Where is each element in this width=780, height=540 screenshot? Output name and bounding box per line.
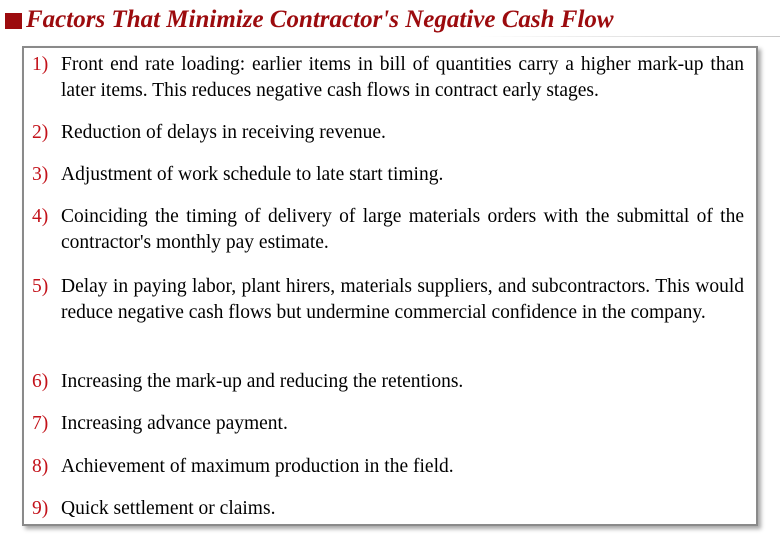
item-number: 1) (32, 54, 49, 75)
item-number: 4) (32, 206, 49, 227)
item-number: 6) (32, 371, 49, 392)
item-text: Reduction of delays in receiving revenue. (61, 122, 386, 143)
list-item (32, 454, 744, 480)
item-text: Increasing advance payment. (61, 413, 288, 434)
item-number: 8) (32, 456, 49, 477)
item-text: Front end rate loading: earlier items in bill of quantities carry a higher mark-up than later items. This reduces negative cash flows in contract early stages. (61, 54, 744, 101)
list-item (32, 204, 744, 256)
item-number: 9) (32, 498, 49, 519)
item-text: Increasing the mark-up and reducing the retentions. (61, 371, 464, 392)
square-bullet-icon (5, 13, 22, 29)
list-item (32, 411, 744, 437)
item-number: 7) (32, 413, 49, 434)
item-text: Achievement of maximum production in the field. (61, 456, 454, 477)
list-item (32, 496, 744, 522)
list-item (32, 162, 744, 188)
title-divider (480, 36, 780, 37)
item-text: Adjustment of work schedule to late start timing. (61, 164, 444, 185)
list-item (32, 274, 744, 326)
title-bar (0, 0, 780, 44)
item-number: 2) (32, 122, 49, 143)
item-text: Quick settlement or claims. (61, 498, 276, 519)
list-item (32, 120, 744, 146)
item-text: Delay in paying labor, plant hirers, materials suppliers, and subcontractors. This would reduce negative cash flows but undermine commercial confidence in the company. (61, 276, 744, 323)
item-text: Coinciding the timing of delivery of large materials orders with the submittal of the contractor's monthly pay estimate. (61, 206, 744, 253)
list-item (32, 52, 744, 104)
slide-title: Factors That Minimize Contractor's Negative Cash Flow (26, 6, 614, 33)
item-number: 3) (32, 164, 49, 185)
list-item (32, 369, 744, 395)
item-number: 5) (32, 276, 49, 297)
